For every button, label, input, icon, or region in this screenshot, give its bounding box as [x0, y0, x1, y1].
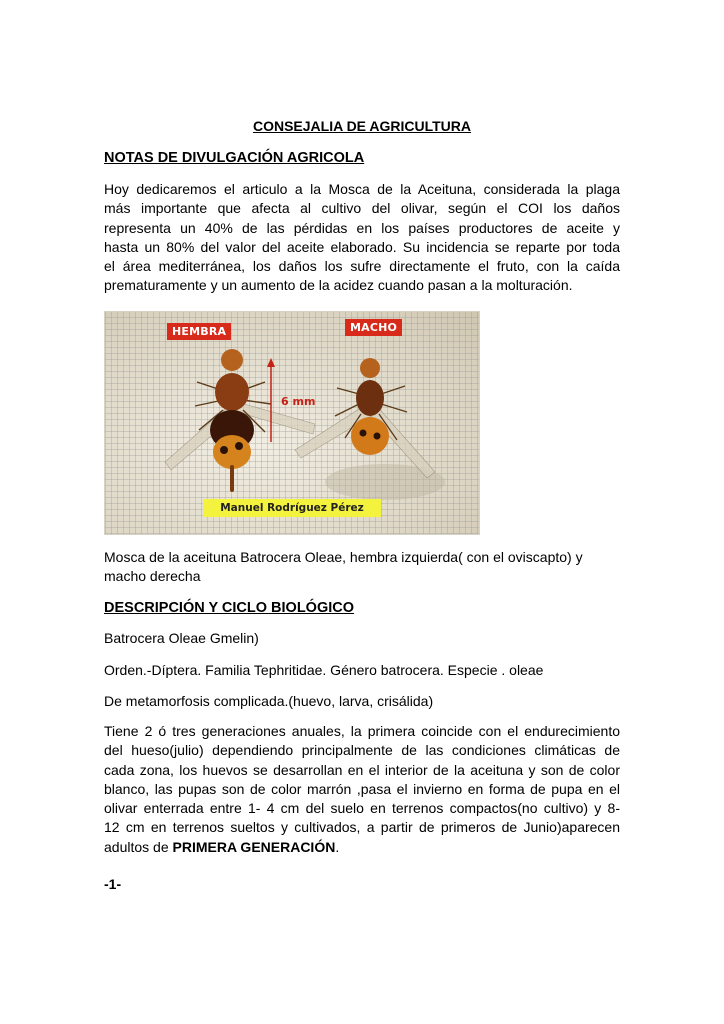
section-heading-ciclo: DESCRIPCIÓN Y CICLO BIOLÓGICO	[104, 600, 355, 616]
cycle-line: cada zona, los huevos se desarrollan en el interior de la aceituna y son de color	[104, 761, 620, 778]
female-label: HEMBRA	[167, 323, 231, 340]
cycle-last-suffix: .	[335, 838, 340, 855]
intro-line: prematuramente y un aumento de la acidez cuando pasan a la molturación.	[104, 277, 573, 294]
cycle-line: del hueso(julio) dependiendo principalmente de las condiciones climáticas de	[104, 742, 620, 759]
cycle-paragraph	[104, 722, 620, 857]
photo-credit: Manuel Rodríguez Pérez	[203, 499, 381, 517]
intro-line: más importante que afecta al cultivo del olivar, según el COI los daños	[104, 200, 620, 217]
caption-line: Mosca de la aceituna Batrocera Oleae, hembra izquierda( con el oviscapto) y	[104, 549, 583, 565]
olive-fly-photo	[104, 311, 480, 535]
cycle-line: 12 cm en terrenos sueltos y cultivados, a partir de primeros de Junio)aparecen	[104, 819, 620, 836]
page-number: -1-	[104, 876, 122, 892]
intro-paragraph	[104, 180, 620, 296]
intro-line: hasta un 80% del valor del aceite elaborado. Su incidencia se reparte por toda	[104, 238, 620, 255]
cycle-line: Tiene 2 ó tres generaciones anuales, la primera coincide con el endurecimiento	[104, 723, 620, 739]
intro-line: el área mediterránea, los daños los sufre directamente el fruto, con la caída	[104, 258, 620, 275]
taxonomy-line: Orden.-Díptera. Familia Tephritidae. Género batrocera. Especie . oleae	[104, 662, 544, 678]
figure-caption	[104, 548, 620, 587]
species-line: Batrocera Oleae Gmelin)	[104, 630, 259, 646]
cycle-last-prefix: adultos de	[104, 838, 173, 855]
intro-line: representa un 40% de las pérdidas en los países productores de aceite y	[104, 219, 620, 236]
cycle-line: blanco, las pupas son de color marrón ,pasa el invierno en forma de pupa en el	[104, 780, 620, 797]
section-heading-notas: NOTAS DE DIVULGACIÓN AGRICOLA	[104, 150, 365, 166]
male-label: MACHO	[345, 319, 402, 336]
scale-label: 6 mm	[281, 395, 316, 408]
document-title: CONSEJALIA DE AGRICULTURA	[252, 118, 472, 134]
cycle-last-line	[104, 838, 620, 857]
first-generation-emphasis: PRIMERA GENERACIÓN	[172, 838, 336, 855]
intro-line: Hoy dedicaremos el articulo a la Mosca de la Aceituna, considerada la plaga	[104, 181, 620, 197]
caption-line: macho derecha	[104, 568, 201, 585]
metamorphosis-line: De metamorfosis complicada.(huevo, larva, crisálida)	[104, 693, 434, 709]
cycle-line: olivar enterrada entre 1- 4 cm del suelo en terrenos compactos(no cultivo) y 8-	[104, 800, 620, 817]
